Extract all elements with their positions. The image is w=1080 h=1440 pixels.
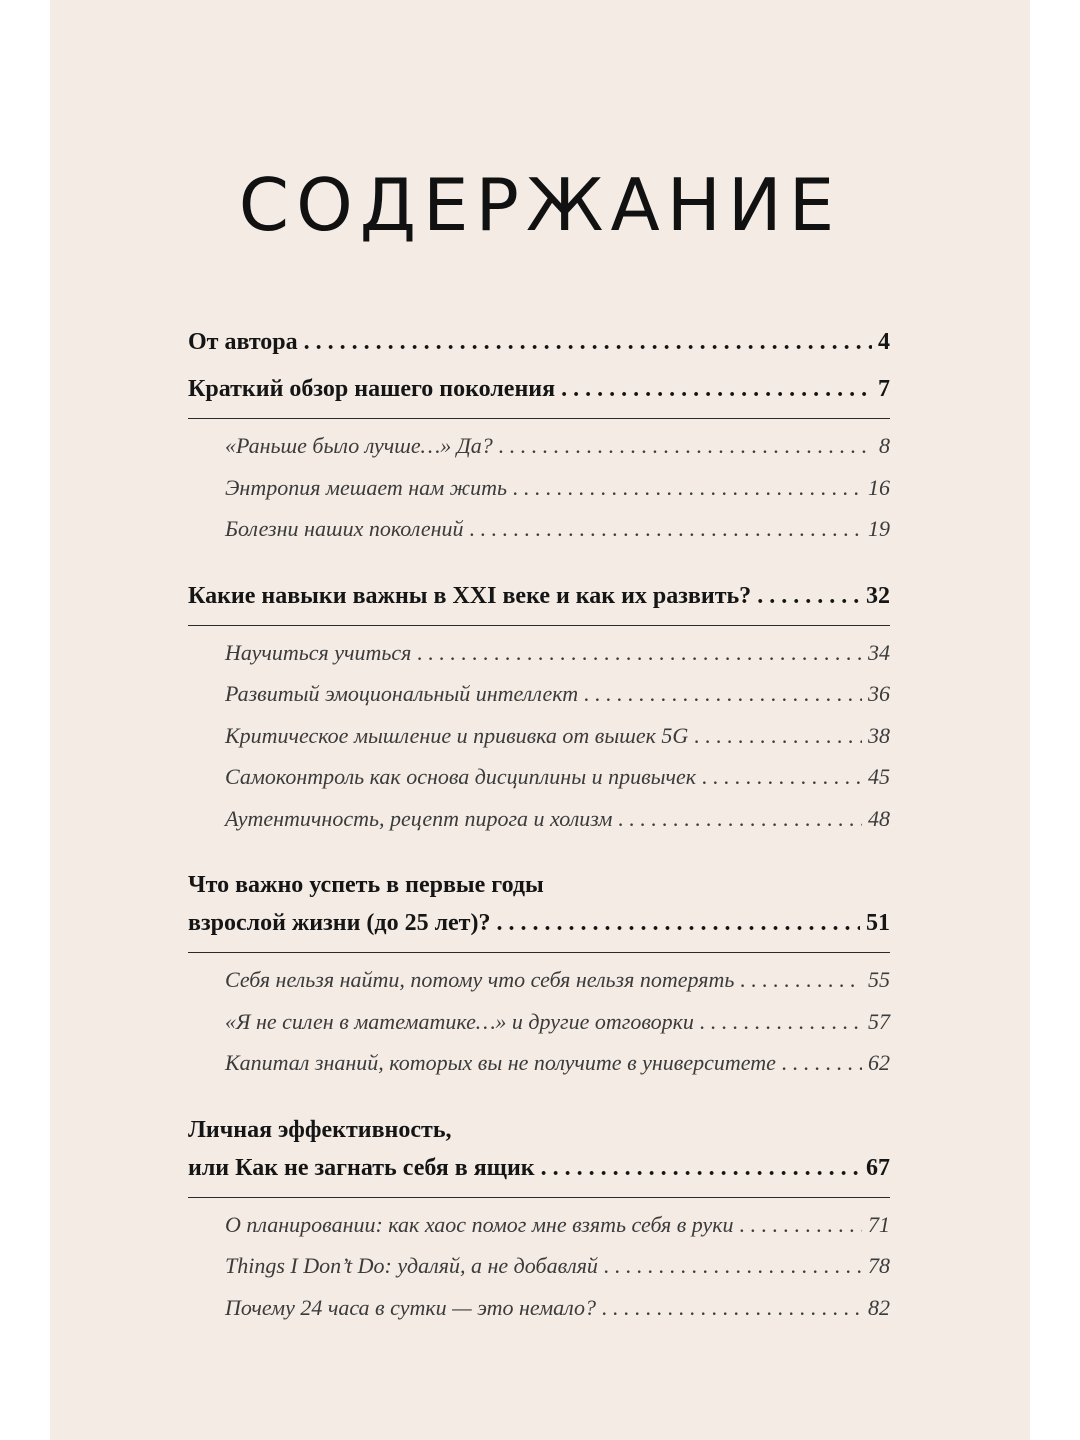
- toc-section-page: 8: [879, 433, 890, 458]
- dot-leader: [584, 673, 862, 715]
- toc-intro: [188, 320, 890, 367]
- toc-section-page: 38: [868, 722, 890, 748]
- toc-section-label: О планировании: как хаос помог мне взять себя в руки: [225, 1211, 734, 1237]
- dot-leader: [561, 370, 872, 408]
- toc-chapter: [188, 367, 890, 419]
- toc-section: [225, 1204, 890, 1246]
- dot-leader: [470, 508, 862, 550]
- dot-leader: [618, 798, 862, 840]
- toc-section-page: 57: [868, 1008, 890, 1034]
- toc-section: [225, 508, 890, 550]
- toc-section-page: 78: [868, 1253, 890, 1278]
- dot-leader: [541, 1149, 860, 1187]
- dot-leader: [513, 467, 862, 509]
- toc-section: [225, 467, 890, 509]
- dot-leader: [694, 715, 862, 757]
- toc-section: [225, 959, 890, 1001]
- toc-chapter-label-line1: Что важно успеть в первые годы: [188, 872, 544, 898]
- toc-section-label: Самоконтроль как основа дисциплины и привычек: [225, 764, 697, 789]
- toc-intro-page: 4: [878, 329, 890, 355]
- toc-chapter-label: взрослой жизни (до 25 лет)?: [188, 910, 491, 936]
- toc-section-label: Аутентичность, рецепт пирога и холизм: [225, 805, 613, 831]
- toc-chapter-label: Краткий обзор нашего поколения: [188, 376, 556, 402]
- toc-section-page: 62: [868, 1050, 890, 1075]
- toc-section: [225, 715, 890, 757]
- toc-intro-label: От автора: [188, 329, 298, 355]
- dot-leader: [499, 425, 873, 467]
- toc-chapter-label-line1: Личная эффективность,: [188, 1116, 452, 1143]
- dot-leader: [304, 323, 872, 361]
- dot-leader: [740, 959, 862, 1001]
- page-title: СОДЕРЖАНИЕ: [238, 163, 842, 247]
- toc-chapter: [188, 1108, 890, 1198]
- toc-section: [225, 798, 890, 840]
- toc-chapter-page: 7: [878, 376, 890, 402]
- dot-leader: [757, 577, 860, 615]
- toc-section: [225, 1001, 890, 1043]
- toc-chapter-page: 51: [866, 910, 890, 936]
- toc-chapter: [188, 863, 890, 953]
- toc-section: [225, 1042, 890, 1084]
- toc-chapter: [188, 574, 890, 626]
- toc-section-label: Капитал знаний, которых вы не получите в университете: [225, 1050, 776, 1075]
- toc-section-label: Себя нельзя найти, потому что себя нельзя потерять: [225, 967, 735, 992]
- toc-section-page: 48: [868, 805, 890, 831]
- book-page: [50, 0, 1030, 1440]
- toc-section-page: 71: [868, 1211, 890, 1237]
- toc-section-list: [188, 1198, 890, 1339]
- dot-leader: [604, 1245, 862, 1287]
- toc-section: [225, 673, 890, 715]
- toc-section-label: Развитый эмоциональный интеллект: [225, 681, 579, 706]
- toc-section-page: 45: [868, 764, 890, 789]
- table-of-contents: [188, 320, 890, 1338]
- toc-section-page: 34: [868, 639, 890, 665]
- toc-section-label: «Я не силен в математике…» и другие отговорки: [225, 1008, 694, 1034]
- toc-section-label: Болезни наших поколений: [225, 516, 464, 541]
- toc-section: [225, 632, 890, 674]
- dot-leader: [740, 1204, 862, 1246]
- toc-section-page: 55: [868, 967, 890, 992]
- toc-section-page: 82: [868, 1294, 890, 1320]
- toc-chapter-label: или Как не загнать себя в ящик: [188, 1154, 535, 1181]
- dot-leader: [702, 756, 862, 798]
- toc-section-label: Научиться учиться: [225, 639, 412, 665]
- toc-section: [225, 1245, 890, 1287]
- toc-section-list: [188, 953, 890, 1094]
- toc-section: [225, 756, 890, 798]
- toc-section-label: Things I Don’t Do: удаляй, а не добавляй: [225, 1253, 598, 1278]
- dot-leader: [496, 904, 860, 942]
- dot-leader: [602, 1287, 862, 1329]
- toc-chapter-label: Какие навыки важны в XXI веке и как их развить?: [188, 582, 752, 609]
- toc-section: [225, 425, 890, 467]
- toc-section-list: [188, 419, 890, 560]
- toc-section-page: 19: [868, 516, 890, 541]
- toc-section-list: [188, 626, 890, 850]
- dot-leader: [700, 1001, 862, 1043]
- toc-section-label: Энтропия мешает нам жить: [225, 474, 508, 500]
- dot-leader: [417, 632, 862, 674]
- toc-chapter-page: 67: [866, 1154, 890, 1181]
- toc-section-page: 36: [868, 681, 890, 706]
- toc-chapter-page: 32: [866, 582, 890, 609]
- toc-section-label: Критическое мышление и прививка от вышек 5G: [225, 722, 689, 748]
- toc-section-label: Почему 24 часа в сутки — это немало?: [225, 1294, 597, 1320]
- dot-leader: [782, 1042, 862, 1084]
- toc-section-label: «Раньше было лучше…» Да?: [225, 433, 493, 458]
- toc-section-page: 16: [868, 474, 890, 500]
- toc-section: [225, 1287, 890, 1329]
